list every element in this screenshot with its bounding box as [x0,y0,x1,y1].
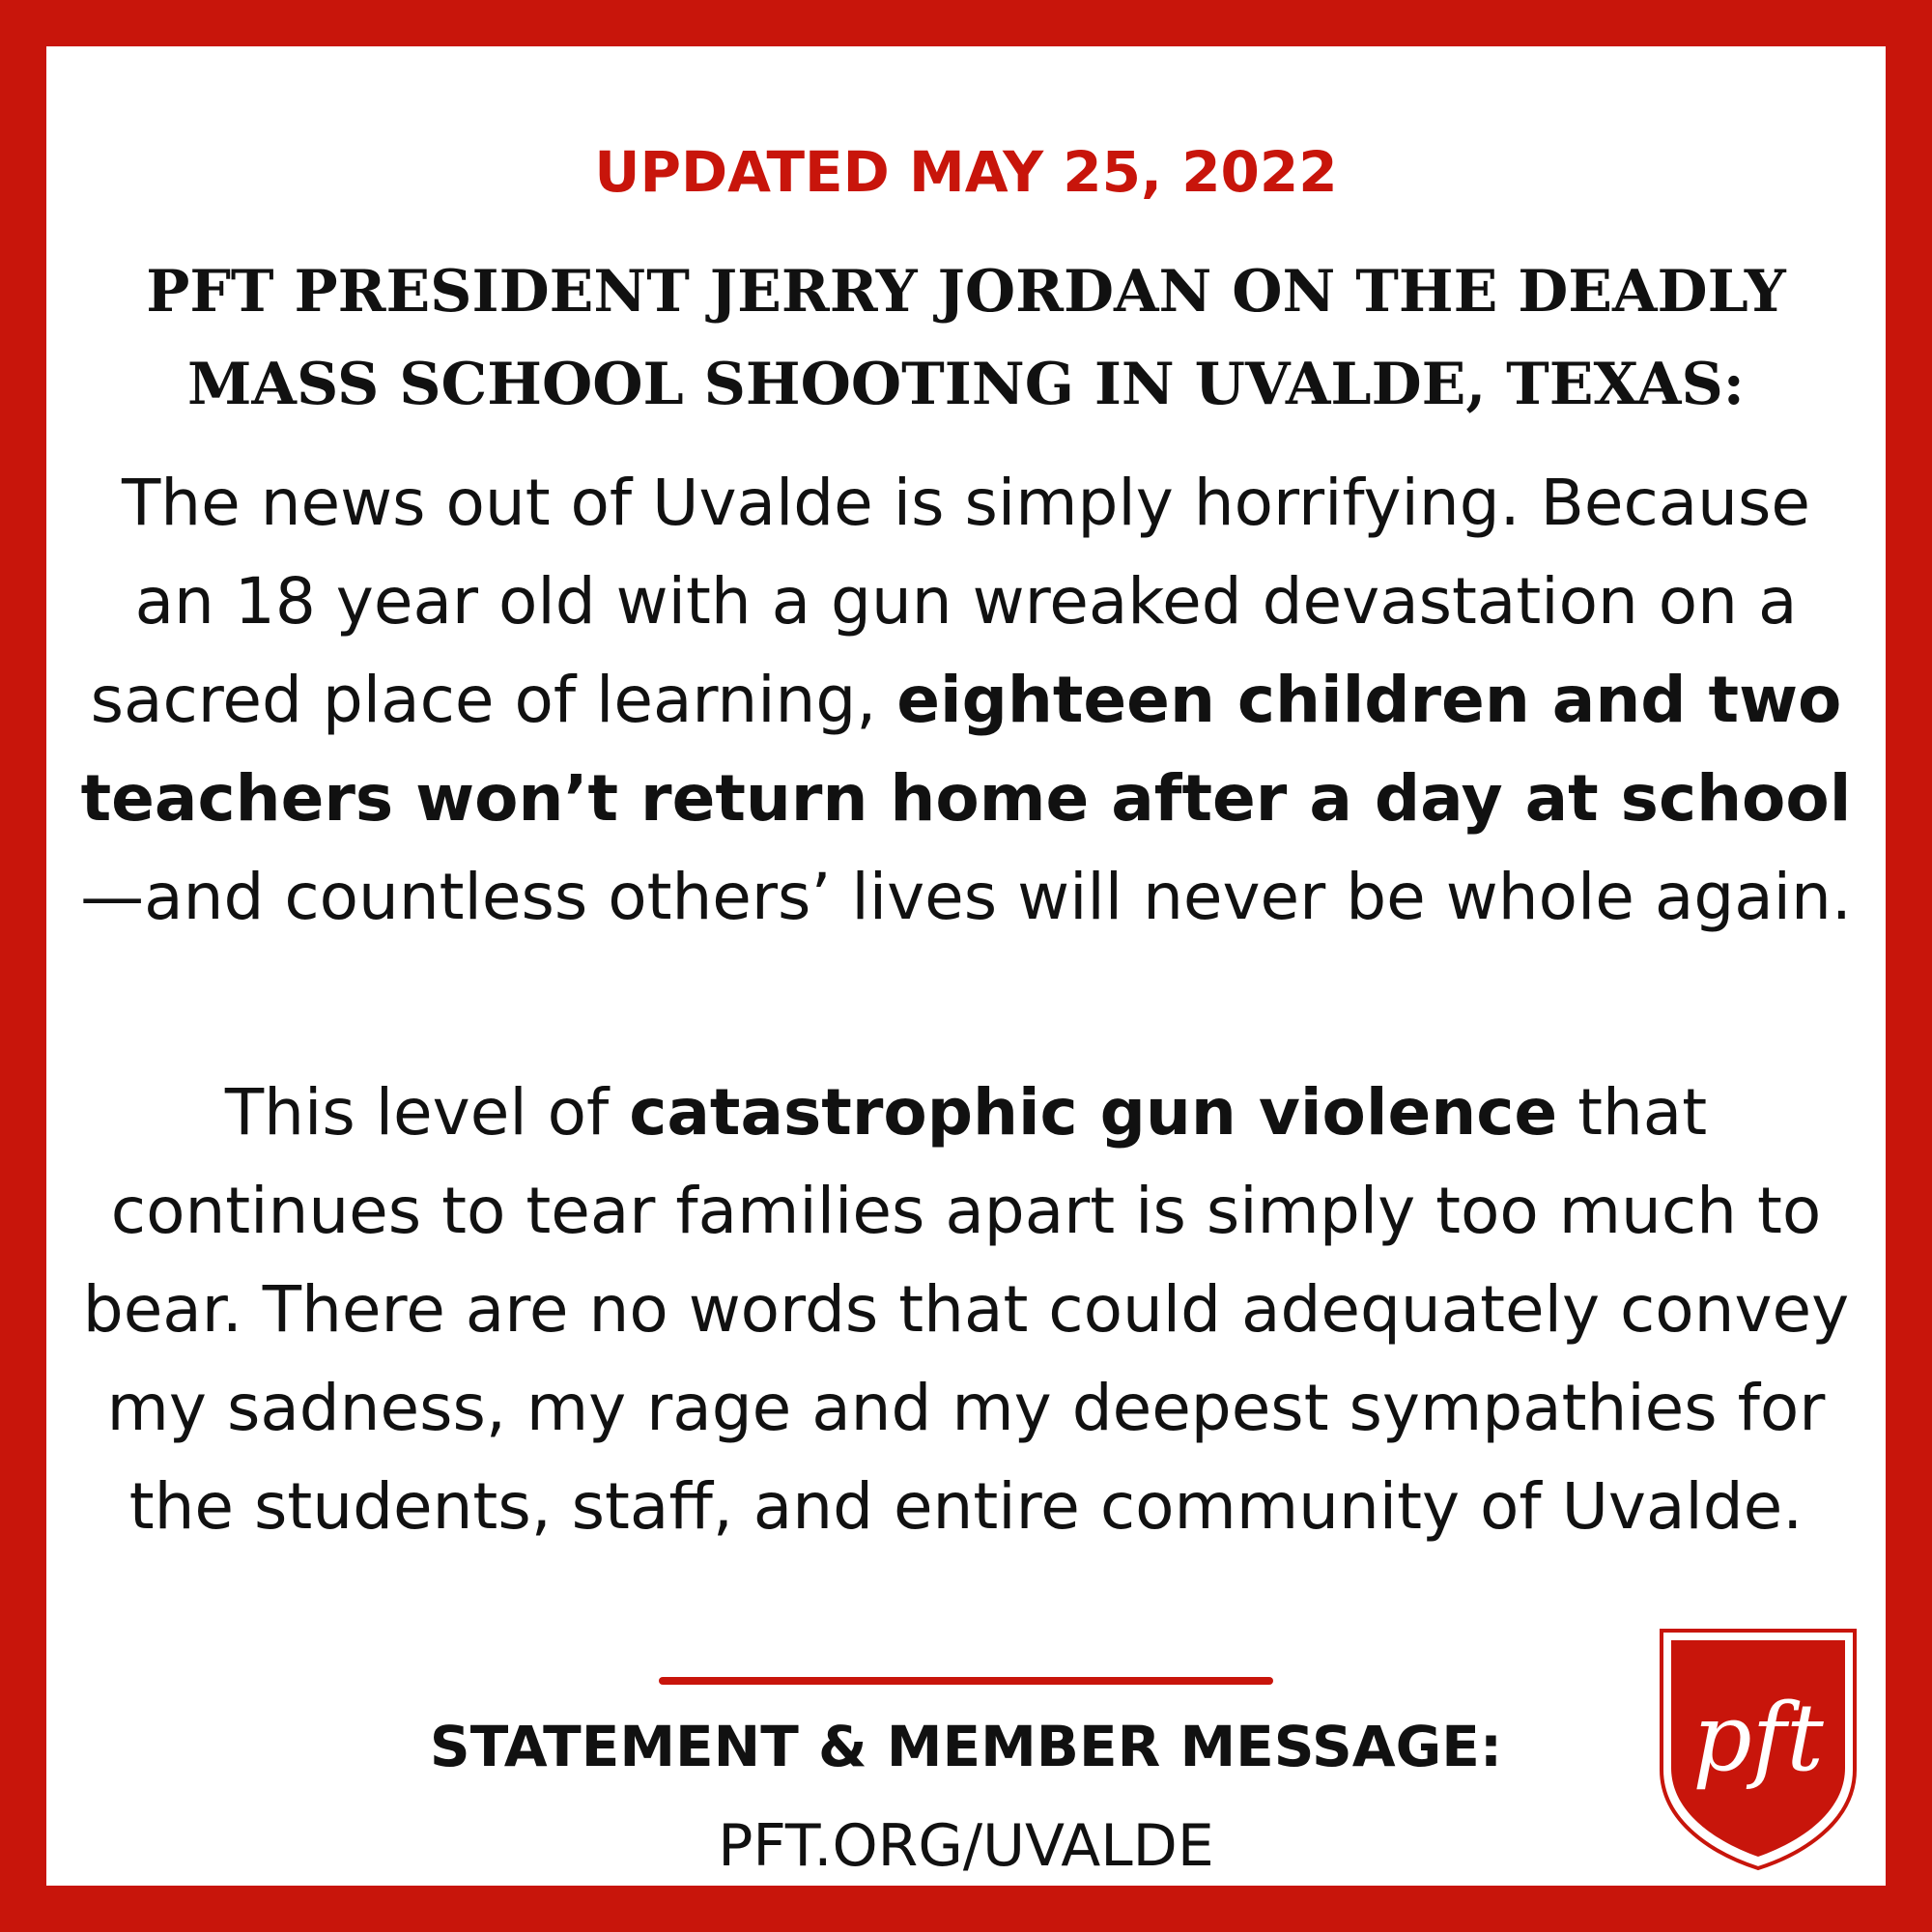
red-divider [659,1677,1273,1685]
headline [104,245,1828,431]
statement-paragraph-2 [75,1064,1857,1556]
updated-date: UPDATED MAY 25, 2022 [594,139,1338,205]
pft-shield-logo-icon [1656,1625,1861,1872]
paragraph-2-text-b: that continues to tear families apart is simply too much to bear. There are no words that could adequately convey my sadness, my rage and my deepest sympathies for the students, staff, and entire community of Uvalde. [82,1075,1850,1544]
paragraph-1-text-b: —and countless others’ lives will never be whole again. [80,860,1852,934]
content-panel [46,46,1886,1886]
headline-line-2: MASS SCHOOL SHOOTING IN UVALDE, TEXAS: [187,351,1745,418]
statement-label: STATEMENT & MEMBER MESSAGE: [429,1714,1503,1779]
paragraph-2-emphasis: catastrophic gun violence [629,1075,1558,1150]
headline-line-1: PFT PRESIDENT JERRY JORDAN ON THE DEADLY [146,258,1786,326]
logo-text: pft [1692,1684,1824,1792]
statement-paragraph-1 [75,454,1857,947]
statement-url: PFT.ORG/UVALDE [718,1812,1214,1880]
paragraph-1-text-a: The news out of Uvalde is simply horrifying. Because an 18 year old with a gun wreaked devastation on a sacred place of learning, [90,466,1811,737]
paragraph-1-emphasis: eighteen children and two teachers won’t return home after a day at school [80,663,1852,836]
paragraph-2-text-a: This level of [224,1075,630,1150]
